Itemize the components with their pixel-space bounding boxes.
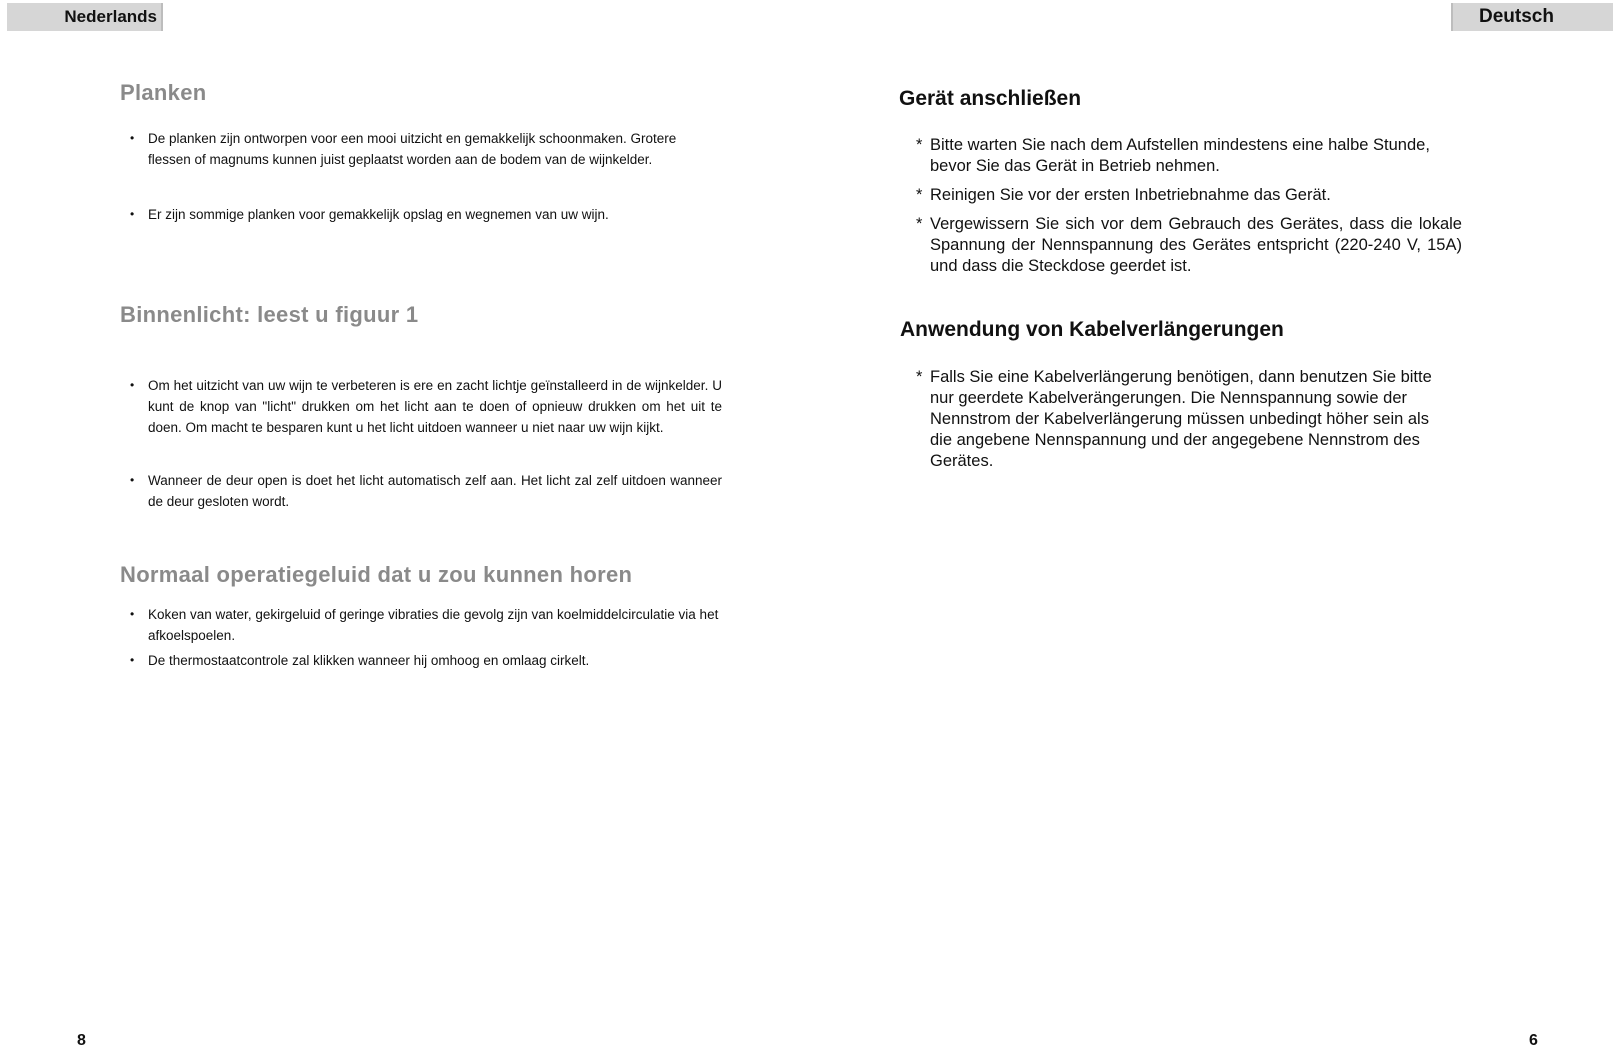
bullet-icon: •: [130, 378, 135, 392]
list-item: • Er zijn sommige planken voor gemakkelijk opslag en wegnemen van uw wijn.: [139, 204, 722, 225]
page-number-right: 6: [1529, 1032, 1538, 1049]
list-item: • De planken zijn ontworpen voor een mooi uitzicht en gemakkelijk schoonmaken. Grotere flessen of magnums kunnen juist geplaatst worden aan de bodem van de wijnkelder.: [139, 128, 722, 170]
language-tab-german: Deutsch: [1451, 3, 1613, 31]
bullet-icon: •: [130, 653, 135, 667]
section-heading-planken: Planken: [120, 80, 207, 105]
list-item: * Reinigen Sie vor der ersten Inbetriebnahme das Gerät.: [916, 186, 1331, 204]
asterisk-icon: *: [916, 215, 923, 233]
list-item: * Bitte warten Sie nach dem Aufstellen mindestens eine halbe Stunde, bevor Sie das Gerät in Betrieb nehmen.: [916, 136, 1430, 175]
bullet-icon: •: [130, 473, 135, 487]
language-tab-dutch: Nederlands: [7, 3, 163, 31]
page-number-left: 8: [77, 1032, 86, 1049]
bullet-icon: •: [130, 131, 135, 145]
bullet-icon: •: [130, 607, 135, 621]
list-item: • De thermostaatcontrole zal klikken wanneer hij omhoog en omlaag cirkelt.: [139, 650, 722, 671]
list-item: * Vergewissern Sie sich vor dem Gebrauch des Gerätes, dass die lokale Spannung der Nennspannung des Gerätes entspricht (220-240 V, 15A) und dass die Steckdose geerdet ist.: [916, 215, 1462, 275]
section-heading-binnenlicht: Binnenlicht: leest u figuur 1: [120, 302, 419, 327]
asterisk-icon: *: [916, 136, 923, 154]
list-item: • Wanneer de deur open is doet het licht automatisch zelf aan. Het licht zal zelf uitdoen wanneer de deur gesloten wordt.: [139, 470, 722, 512]
list-item: * Falls Sie eine Kabelverlängerung benötigen, dann benutzen Sie bitte nur geerdete Kabelverängerungen. Die Nennspannung sowie der Nennstrom der Kabelverlängerung müssen unbedingt höher sein als die angebene Nennspannung und der angegebene Nennstrom des Gerätes.: [916, 368, 1432, 470]
section-heading-operatiegeluid: Normaal operatiegeluid dat u zou kunnen horen: [120, 562, 633, 587]
asterisk-icon: *: [916, 186, 923, 204]
bullet-icon: •: [130, 207, 135, 221]
asterisk-icon: *: [916, 368, 923, 386]
list-item: • Koken van water, gekirgeluid of geringe vibraties die gevolg zijn van koelmiddelcirculatie via het afkoelspoelen.: [139, 604, 722, 646]
section-heading-geraet-anschliessen: Gerät anschließen: [899, 87, 1082, 110]
list-item: • Om het uitzicht van uw wijn te verbeteren is ere en zacht lichtje geïnstalleerd in de wijnkelder. U kunt de knop van "licht" drukken om het licht aan te doen of opnieuw drukken om het uit te doen. Om macht te besparen kunt u het licht uitdoen wanneer u niet naar uw wijn kijkt.: [139, 375, 722, 438]
section-heading-kabelverlaengerungen: Anwendung von Kabelverlängerungen: [900, 318, 1284, 341]
